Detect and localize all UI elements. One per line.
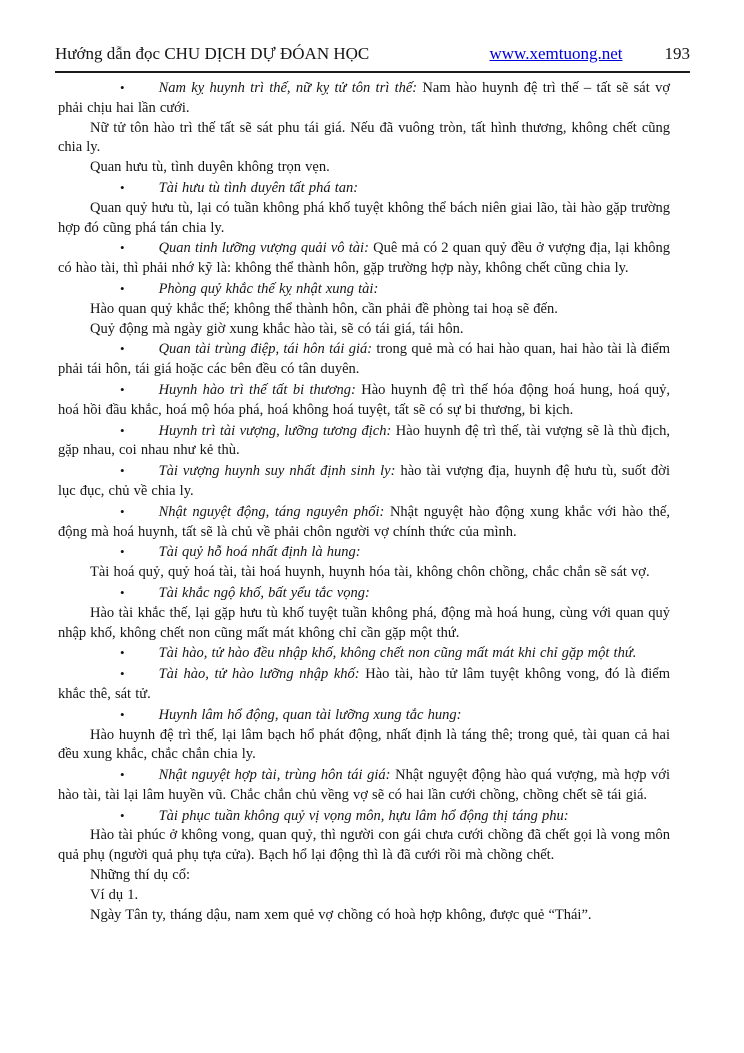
paragraph-text: Quỷ động mà ngày giờ xung khắc hào tài, sẽ có tái giá, tái hôn. bbox=[90, 320, 464, 337]
bullet-icon: • bbox=[120, 584, 125, 600]
bullet-paragraph bbox=[58, 279, 670, 300]
bullet-paragraph bbox=[58, 583, 670, 604]
bullet-paragraph bbox=[58, 664, 670, 705]
website-link[interactable]: www.xemtuong.net bbox=[489, 44, 623, 63]
header-right-group bbox=[490, 44, 691, 64]
bullet-paragraph bbox=[58, 238, 670, 279]
paragraph bbox=[58, 119, 670, 159]
paragraph bbox=[58, 726, 670, 766]
paragraph-text: Những thí dụ cổ: bbox=[90, 867, 190, 884]
bullet-icon: • bbox=[120, 179, 125, 195]
bullet-paragraph bbox=[58, 643, 670, 664]
paragraph-text: Nhật nguyệt hào động xung khắc với hào thế, động mà hoá huynh, tất sẽ là chủ về phải chôn người vợ chính thức của mình. bbox=[58, 503, 670, 540]
page-number: 193 bbox=[664, 44, 690, 63]
item-heading: Nhật nguyệt hợp tài, trùng hôn tái giá: bbox=[158, 767, 391, 784]
bullet-paragraph bbox=[58, 765, 670, 806]
bullet-paragraph bbox=[58, 78, 670, 119]
bullet-paragraph bbox=[58, 542, 670, 563]
paragraph bbox=[58, 866, 670, 886]
item-heading: Huynh trì tài vượng, lưỡng tương địch: bbox=[158, 422, 392, 439]
item-heading: Tài quỷ hỗ hoá nhất định là hung: bbox=[158, 544, 361, 561]
document-body bbox=[58, 78, 670, 925]
bullet-paragraph bbox=[58, 339, 670, 380]
paragraph-text: Hào tài, hào tử lâm tuyệt không vong, đó là điểm khắc thê, sát tử. bbox=[58, 666, 671, 702]
paragraph bbox=[58, 320, 670, 340]
bullet-icon: • bbox=[120, 807, 125, 823]
paragraph-text: Ví dụ 1. bbox=[90, 886, 139, 903]
header-rule bbox=[55, 71, 690, 73]
page-header bbox=[0, 0, 744, 64]
paragraph-text: trong quẻ mà có hai hào quan, hai hào tài là điểm phải tái hôn, tái giá hoặc các bên đều có tân duyên. bbox=[58, 341, 670, 378]
bullet-icon: • bbox=[120, 645, 125, 661]
item-heading: Quan tinh lưỡng vượng quải vô tài: bbox=[158, 240, 369, 257]
item-heading: Tài hưu tù tình duyên tất phá tan: bbox=[158, 179, 359, 196]
item-heading: Tài hào, tử hào lưỡng nhập khố: bbox=[158, 666, 360, 683]
item-heading: Quan tài trùng điệp, tái hôn tái giá: bbox=[158, 341, 373, 358]
bullet-icon: • bbox=[120, 80, 125, 95]
item-heading: Tài hào, tử hào đều nhập khố, không chết non cũng mất mát khi chỉ gặp một thứ. bbox=[158, 645, 637, 662]
paragraph-text: Hào tài khắc thế, lại gặp hưu tù khố tuyệt tuần không phá, động mà hoá hung, cùng với quan quỷ nhập khố, không chết non cũng mất mát không chỉ cần gặp một thứ. bbox=[58, 604, 670, 641]
item-heading: Tài phục tuần không quỷ vị vọng môn, hựu lâm hổ động thị táng phu: bbox=[158, 807, 569, 824]
paragraph-text: Quan hưu tù, tình duyên không trọn vẹn. bbox=[90, 159, 330, 176]
paragraph-text: Nam hào huynh đệ trì thế – tất sẽ sát vợ phải chịu hai lần cưới. bbox=[58, 80, 670, 116]
paragraph bbox=[58, 158, 670, 178]
header-title: Hướng dẫn đọc CHU DỊCH DỰ ĐÓAN HỌC bbox=[55, 44, 370, 63]
item-heading: Tài vượng huynh suy nhất định sinh ly: bbox=[158, 463, 396, 480]
paragraph-text: Hào huynh đệ trì thế hóa động hoá hung, hoá quỷ, hoá hồi đầu khắc, hoá mộ hóa phá, hoá không hoá tuyệt, tất sẽ có sự bi thương, bi kịch. bbox=[58, 381, 670, 418]
paragraph bbox=[58, 826, 670, 866]
paragraph-text: Nhật nguyệt động hào quá vượng, mà hợp với hào tài, tài lại lâm huyền vũ. Chắc chắn chủ vềng vợ sẽ có hai lần cưới chồng, chồng chết sẽ tái giá. bbox=[58, 767, 671, 803]
item-heading: Huynh hào trì thế tất bi thương: bbox=[158, 381, 356, 398]
paragraph-text: Hào quan quỷ khắc thế; không thể thành hôn, cần phải đề phòng tai hoạ sẽ đến. bbox=[90, 300, 558, 317]
bullet-paragraph bbox=[58, 380, 670, 421]
bullet-icon: • bbox=[120, 240, 125, 256]
bullet-icon: • bbox=[120, 767, 125, 783]
bullet-paragraph bbox=[58, 705, 670, 726]
bullet-icon: • bbox=[120, 463, 125, 479]
paragraph-text: Nữ tử tôn hào trì thế tất sẽ sát phu tái giá. Nếu đã vuông tròn, tất hình thương, không chết cũng chia ly. bbox=[58, 119, 670, 156]
bullet-paragraph bbox=[58, 421, 670, 462]
paragraph-text: Ngày Tân ty, tháng dậu, nam xem quẻ vợ chồng có hoà hợp không, được quẻ “Thái”. bbox=[90, 906, 592, 923]
bullet-icon: • bbox=[120, 503, 125, 519]
bullet-paragraph bbox=[58, 461, 670, 502]
item-heading: Nam kỵ huynh trì thế, nữ kỵ tử tôn trì thế: bbox=[158, 80, 418, 96]
item-heading: Nhật nguyệt động, táng nguyên phối: bbox=[158, 503, 385, 520]
paragraph-text: Hào tài phúc ở không vong, quan quỷ, thì người con gái chưa cưới chồng đã chết gọi là vong môn quả phụ (người quả phụ tựa cửa). Bạch hổ lại động thì là đã cưới rồi mà chồng chết. bbox=[58, 827, 670, 864]
paragraph bbox=[58, 199, 670, 239]
bullet-icon: • bbox=[120, 706, 125, 722]
paragraph-text: Quê mả có 2 quan quỷ đều ở vượng địa, lại không có hào tài, thì phải nhớ kỹ là: không thể thành hôn, gặp trường hợp này, không chết cũng chia ly. bbox=[58, 240, 671, 277]
bullet-paragraph bbox=[58, 806, 670, 827]
paragraph-text: Quan quỷ hưu tù, lại có tuần không phá khố tuyệt không thể bách niên giai lão, tài hào gặp trường hợp đó cũng phá tán chia ly. bbox=[58, 199, 670, 236]
paragraph bbox=[58, 906, 670, 926]
item-heading: Tài khắc ngộ khố, bất yểu tắc vọng: bbox=[158, 584, 370, 601]
bullet-icon: • bbox=[120, 666, 125, 682]
paragraph bbox=[58, 604, 670, 644]
bullet-paragraph bbox=[58, 178, 670, 199]
bullet-icon: • bbox=[120, 381, 125, 397]
item-heading: Phòng quỷ khắc thế kỵ nhật xung tài: bbox=[158, 280, 379, 297]
paragraph bbox=[58, 886, 670, 906]
paragraph bbox=[58, 300, 670, 320]
paragraph-text: hào tài vượng địa, huynh đệ hưu tù, suốt đời lục đục, chủ về chia ly. bbox=[58, 463, 670, 499]
bullet-paragraph bbox=[58, 502, 670, 543]
item-heading: Huynh lâm hổ động, quan tài lưỡng xung tắc hung: bbox=[158, 706, 462, 723]
paragraph-text: Hào huynh đệ trì thế, lại lâm bạch hổ phát động, nhất định là táng thê; trong quẻ, tài quan cả hai đều xung khắc, chắc chắn chia ly. bbox=[58, 726, 670, 763]
paragraph-text: Tài hoá quỷ, quỷ hoá tài, tài hoá huynh, huynh hóa tài, không chôn chồng, chắc chắn sẽ sát vợ. bbox=[90, 564, 650, 581]
bullet-icon: • bbox=[120, 280, 125, 296]
bullet-icon: • bbox=[120, 422, 125, 438]
bullet-icon: • bbox=[120, 341, 125, 357]
paragraph bbox=[58, 563, 670, 583]
paragraph-text: Hào huynh đệ trì thế, tài vượng sẽ là thù địch, gặp nhau, coi nhau như kẻ thù. bbox=[58, 422, 670, 459]
bullet-icon: • bbox=[120, 544, 125, 560]
